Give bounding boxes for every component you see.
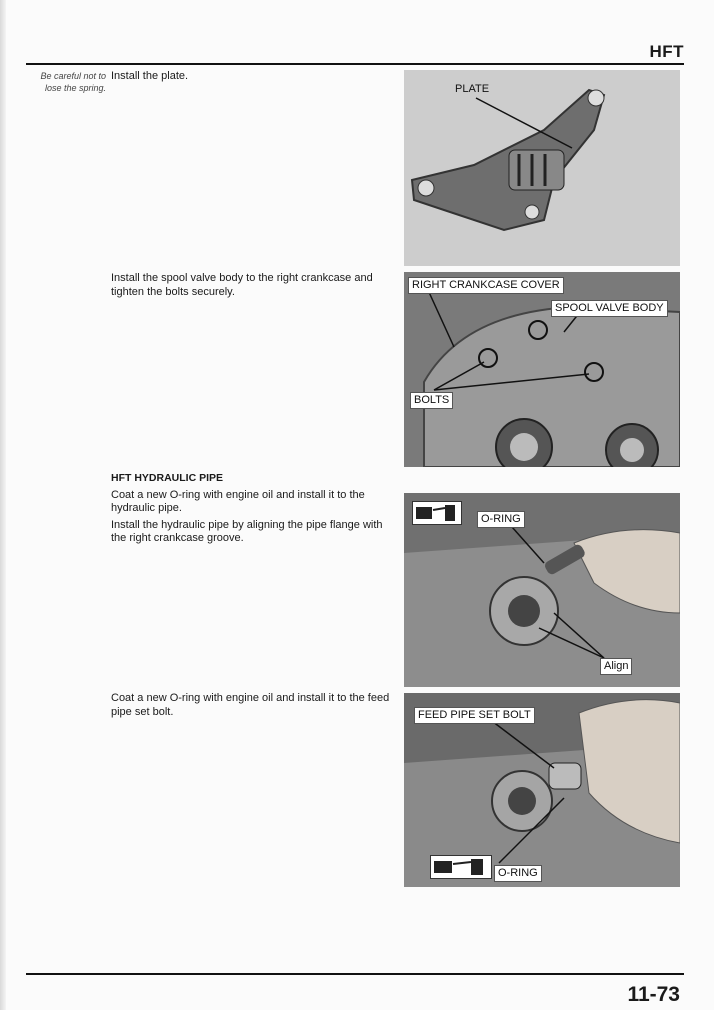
page-edge — [0, 0, 6, 1010]
label-bolts: BOLTS — [410, 392, 453, 409]
step-spool — [111, 272, 399, 302]
pipe-heading: HFT HYDRAULIC PIPE — [111, 472, 224, 484]
label-right-crankcase-cover: RIGHT CRANKCASE COVER — [408, 277, 564, 294]
section-title: HFT — [649, 42, 684, 61]
figure-spool-valve — [404, 272, 680, 467]
label-o-ring-bolt: O-RING — [494, 865, 542, 882]
new-oil-icon — [412, 501, 462, 525]
step-feed-text: Coat a new O-ring with engine oil and install it to the feed pipe set bolt. — [111, 692, 390, 718]
step-spool-text: Install the spool valve body to the right crankcase and tighten the bolts securely. — [111, 272, 373, 298]
footer-rule — [26, 973, 684, 975]
label-o-ring-pipe: O-RING — [477, 511, 525, 528]
label-align: Align — [600, 658, 632, 675]
step-plate-text: Install the plate. — [111, 70, 189, 82]
label-spool-valve-body: SPOOL VALVE BODY — [551, 300, 668, 317]
figure-hydraulic-pipe — [404, 493, 680, 687]
pipe-step-2: Install the hydraulic pipe by aligning the pipe flange with the right crankcase groove. — [111, 518, 383, 544]
label-plate: PLATE — [452, 82, 492, 97]
oil-can-icon — [413, 502, 461, 524]
side-note: Be careful not to lose the spring. — [40, 71, 106, 93]
pipe-step-1: Coat a new O-ring with engine oil and install it to the hydraulic pipe. — [111, 488, 365, 514]
new-oil-icon-2 — [430, 855, 492, 879]
plate-illustration — [404, 70, 680, 266]
figure-plate — [404, 70, 680, 266]
step-feed — [111, 692, 399, 722]
pipe-section — [111, 472, 399, 549]
oil-can-icon-2 — [431, 856, 491, 878]
step-plate — [111, 70, 399, 87]
page-number: 11-73 — [627, 983, 680, 1006]
figure-feed-pipe — [404, 693, 680, 887]
header-rule — [26, 63, 684, 65]
label-feed-pipe-set-bolt: FEED PIPE SET BOLT — [414, 707, 535, 724]
